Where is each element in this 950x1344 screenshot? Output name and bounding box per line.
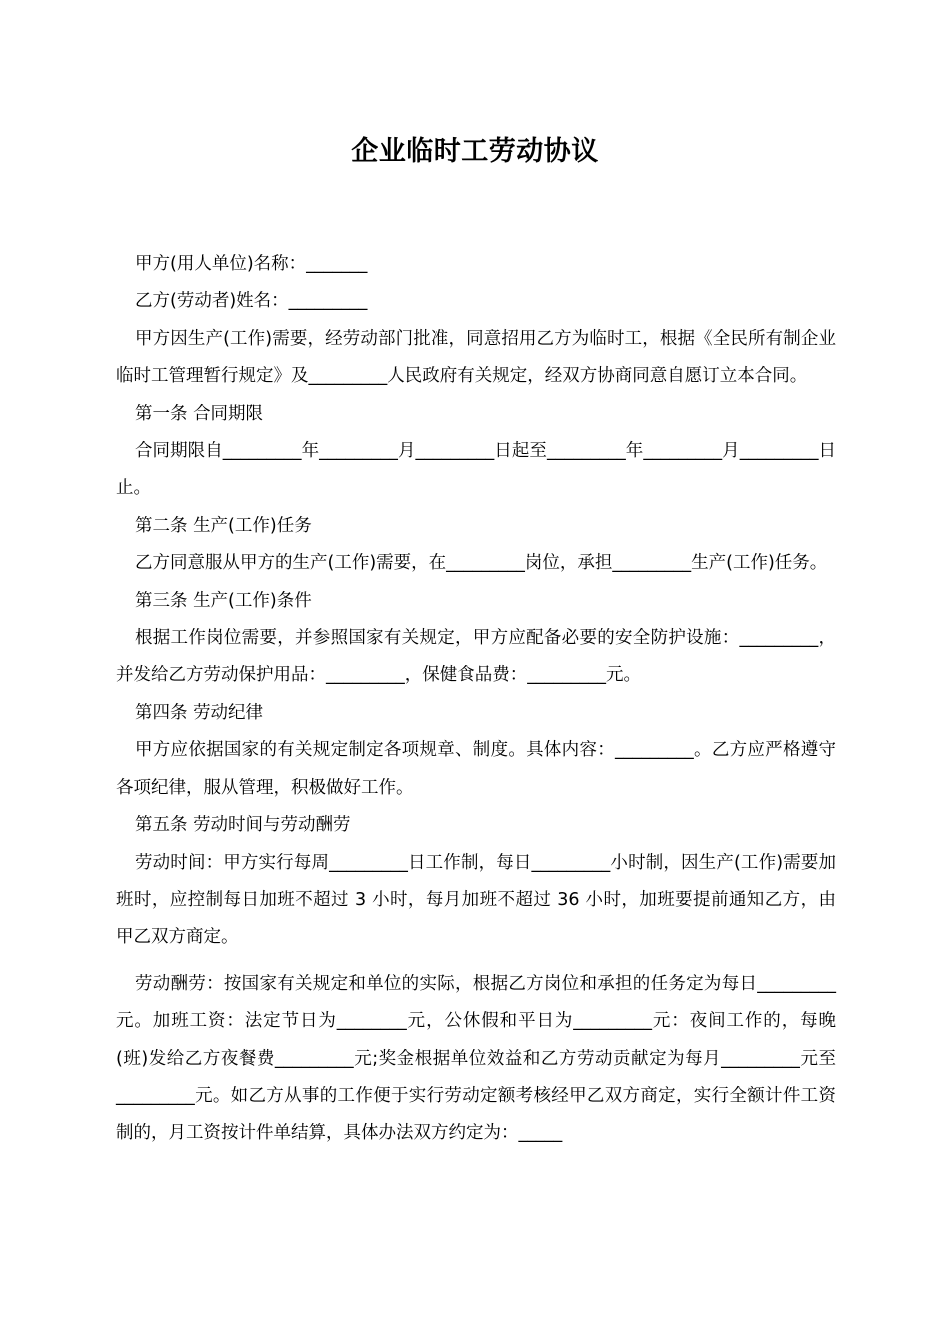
article-1-text: 合同期限自_________年_________月_________日起至_________年_________月_________日止。	[116, 441, 836, 499]
article-3-text: 根据工作岗位需要，并参照国家有关规定，甲方应配备必要的安全防护设施：_________，并发给乙方劳动保护用品：_________，保健食品费：_________元。	[116, 628, 836, 686]
article-3-heading: 第三条 生产(工作)条件	[135, 590, 312, 611]
preamble-paragraph: 甲方因生产(工作)需要，经劳动部门批准，同意招用乙方为临时工，根据《全民所有制企业临时工管理暂行规定》及_________人民政府有关规定，经双方协商同意自愿订立本合同。	[116, 328, 836, 387]
article-1-heading: 第一条 合同期限	[135, 403, 264, 424]
document-title: 企业临时工劳动协议	[351, 136, 599, 167]
remuneration-text: 劳动酬劳：按国家有关规定和单位的实际，根据乙方岗位和承担的任务定为每日_________元。加班工资：法定节日为________元，公休假和平日为_________元：夜间工作的，每晚(班)发给乙方夜餐费_________元;奖金根据单位效益和乙方劳动贡献定为每月_________元至_________元。如乙方从事的工作便于实行劳动定额考核经甲乙双方商定，实行全额计件工资制的，月工资按计件单结算，具体办法双方约定为：_____	[116, 973, 836, 1144]
working-hours-text: 劳动时间：甲方实行每周_________日工作制，每日_________小时制，因生产(工作)需要加班时，应控制每日加班不超过 3 小时，每月加班不超过 36 小时，加班要提前通知乙方，由甲乙双方商定。	[116, 852, 836, 948]
article-2-heading: 第二条 生产(工作)任务	[135, 515, 312, 536]
article-2-text: 乙方同意服从甲方的生产(工作)需要，在_________岗位，承担_________生产(工作)任务。	[135, 553, 828, 574]
article-4-text: 甲方应依据国家的有关规定制定各项规章、制度。具体内容：_________。乙方应严格遵守各项纪律，服从管理，积极做好工作。	[116, 740, 836, 798]
document-body	[116, 246, 836, 1153]
article-4-heading: 第四条 劳动纪律	[135, 702, 264, 723]
party-a-name: 甲方(用人单位)名称：_______	[135, 254, 368, 274]
party-b-name: 乙方(劳动者)姓名：_________	[135, 291, 368, 312]
article-5-heading: 第五条 劳动时间与劳动酬劳	[135, 815, 351, 836]
